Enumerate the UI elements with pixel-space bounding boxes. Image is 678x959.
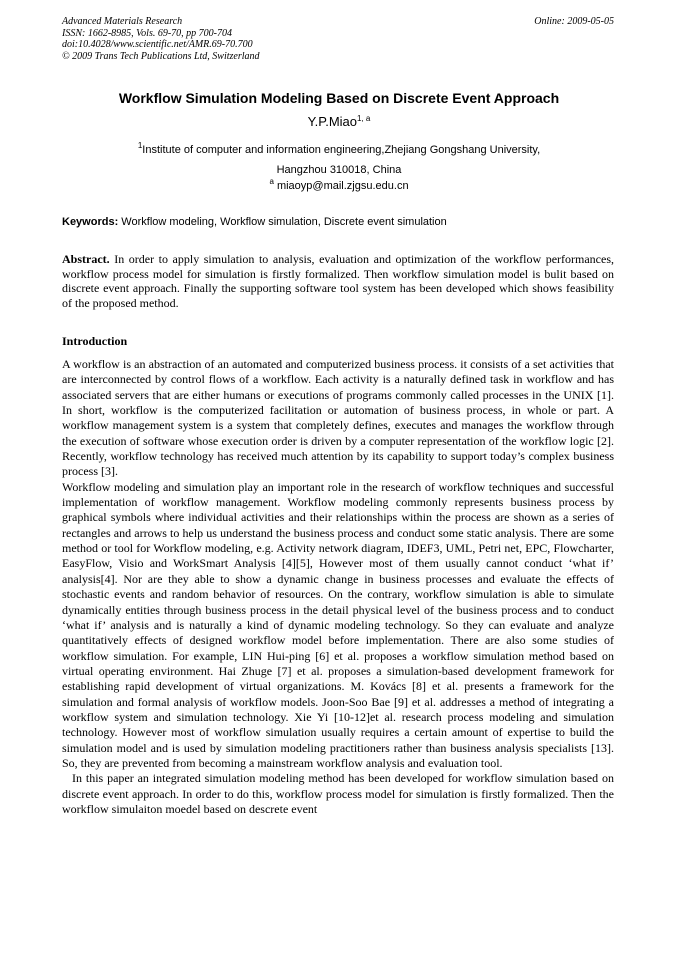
online-date: Online: 2009-05-05 (534, 16, 614, 27)
author-superscript: 1, a (357, 114, 371, 123)
affiliation-superscript: 1 (137, 141, 143, 150)
email-superscript: a (269, 177, 274, 186)
affiliation (0, 140, 678, 180)
abstract-text: In order to apply simulation to analysis, evaluation and optimization of the workflow performances, workflow process model for simulation is firstly formalized. Then workflow simulation model is bulit based on discrete event approach. Finally the supporting software tool system has been developed which shows feasibility of the proposed method. (62, 252, 614, 310)
introduction-body (62, 357, 614, 817)
paragraph: A workflow is an abstraction of an automated and computerized business process. it consists of a set activities that are interconnected by control flows of a workflow. Each activity is a naturally defined task in workflow and has associated servers that are either humans or executions of programs commonly called processes in the UNIX [1]. In short, workflow is the computerized facilitation or automation of business process, in whole or part. A workflow management system is a system that completely defines, executes and manages the workflow through the execution of software whose execution order is driven by a computer representation of the workflow logic [2]. Recently, workflow technology has received much attention by its capability to support today’s complex business process [3]. (62, 357, 614, 479)
section-heading-introduction: Introduction (62, 334, 128, 348)
abstract-label: Abstract. (62, 252, 110, 266)
journal-issn: ISSN: 1662-8985, Vols. 69-70, pp 700-704 (62, 27, 232, 39)
paragraph: Workflow modeling and simulation play an important role in the research of workflow techniques and successful implementation of workflow management. Workflow modeling commonly represents business process by graphical symbols where individual activities and their relationships within the process are shown as a series of rectangles and arrows to help us understand the business process and conduct some static analysis. There are some method or tool for Workflow modeling, e.g. Activity network diagram, IDEF3, UML, Petri net, EPC, Flowcharter, EasyFlow, Visio and WorkSmart Analysis [4][5], However most of them usually cannot conduct ‘what if’ analysis[4]. Nor are they able to show a dynamic change in business processes and evaluate the effects of stochastic events and random behavior of resources. On the contrary, workflow simulation is able to simulate dynamically entities through business process in the detail physical level of the business process and to conduct ‘what if’ analysis and is naturally a kind of dynamic modeling technology. So they can evaluate and analyze quantitatively effects of designed workflow model before implementation. There are also some studies of workflow simulation. For example, LIN Hui-ping [6] et al. proposes a workflow simulation method based on virtual operating environment. Hai Zhuge [7] et al. proposes a simulation-based development framework for establishing rapid development of virtual organizations. M. Kovács [8] et al. presents a framework for the simulation and formal analysis of workflow models. Joon-Soo Bae [9] et al. addresses a method of integrating a workflow system and simulation technology. Xie Yi [10-12]et al. research process modeling and simulation technology. However most of workflow simulation usually requires a certain amount of expertise to build the simulation model and is used by simulation modeling practitioners rather than business analysis specialists [13]. So, they are prevented from becoming a mainstream workflow analysis and evaluation tool. (62, 479, 614, 770)
keywords-label: Keywords: (62, 216, 119, 228)
author-email (0, 179, 678, 194)
paper-title: Workflow Simulation Modeling Based on Discrete Event Approach (118, 90, 560, 106)
affiliation-line-2: Hangzhou 310018, China (276, 164, 402, 176)
journal-name: Advanced Materials Research (62, 16, 183, 27)
email-address: miaoyp@mail.zjgsu.edu.cn (273, 180, 409, 192)
keywords (62, 215, 616, 230)
journal-header (62, 16, 260, 62)
journal-copyright: © 2009 Trans Tech Publications Ltd, Switzerland (62, 50, 260, 62)
keywords-text: Workflow modeling, Workflow simulation, Discrete event simulation (118, 216, 447, 228)
paragraph: In this paper an integrated simulation modeling method has been developed for workflow simulation based on discrete event approach. In order to do this, workflow process model for simulation is firstly formalized. Then the workflow simulaiton moedel based on descrete event (62, 771, 614, 816)
affiliation-line-1: $^1$Institute of computer and information engineering,Zhejiang Gongshang University, (137, 141, 541, 156)
author-name: Y.P.Miao (307, 114, 358, 129)
journal-doi: doi:10.4028/www.scientific.net/AMR.69-70.700 (62, 39, 253, 50)
author-line (0, 114, 678, 130)
abstract (62, 252, 614, 310)
